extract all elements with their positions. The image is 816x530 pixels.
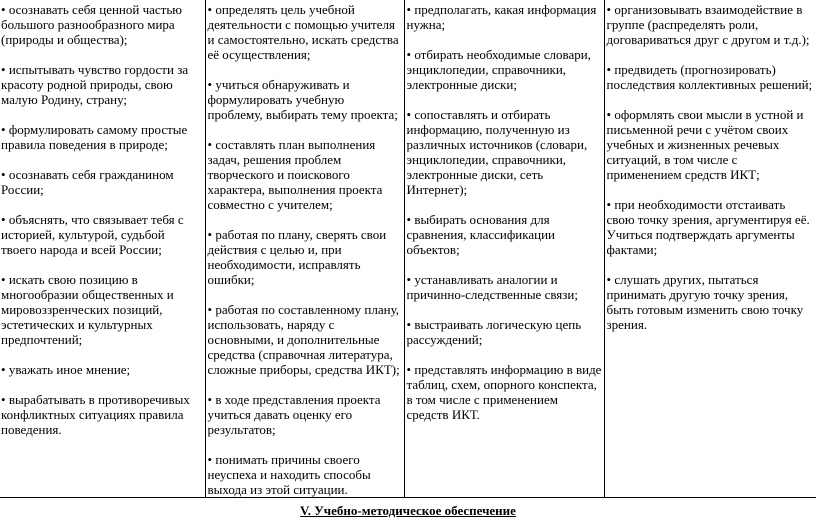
list-item-text: составлять план выполнения задач, решения проблем творческого и поискового характера, выполнения проекта совместно с учителем; [207, 137, 383, 212]
list-item [1, 122, 203, 152]
bullet-icon: • [606, 272, 612, 287]
list-item [1, 392, 203, 437]
column-personal [0, 0, 205, 498]
bullet-icon: • [207, 2, 213, 17]
list-item-text: устанавливать аналогии и причинно-следственные связи; [406, 272, 578, 302]
list-item-text: организовывать взаимодействие в группе (распределять роли, договариваться друг с другом и т.д.); [606, 2, 810, 47]
list-item [607, 107, 815, 182]
list-item-text: в ходе представления проекта учиться давать оценку его результатов; [207, 392, 381, 437]
list-item [607, 2, 815, 47]
list-item-text: отбирать необходимые словари, энциклопедии, справочники, электронные диски; [406, 47, 591, 92]
list-item [407, 2, 602, 32]
list-item-text: учиться обнаруживать и формулировать учебную проблему, выбирать тему проекта; [207, 77, 398, 122]
column-communicative [604, 0, 816, 498]
bullet-icon: • [1, 2, 6, 17]
bullet-icon: • [207, 302, 213, 317]
list-item [407, 107, 602, 197]
bullet-icon: • [406, 47, 412, 62]
list-item-text: вырабатывать в противоречивых конфликтных ситуациях правила поведения. [1, 392, 190, 437]
list-item-text: предполагать, какая информация нужна; [406, 2, 597, 32]
list-item-text: выбирать основания для сравнения, классификации объектов; [406, 212, 556, 257]
list-item-text: понимать причины своего неуспеха и находить способы выхода из этой ситуации. [207, 452, 371, 497]
list-item-text: работая по плану, сверять свои действия с целью и, при необходимости, исправлять ошибки; [207, 227, 387, 287]
list-item [208, 2, 402, 62]
list-item-text: предвидеть (прогнозировать) последствия коллективных решений; [606, 62, 813, 92]
bullet-icon: • [1, 392, 6, 407]
list-item-text: сопоставлять и отбирать информацию, полученную из различных источников (словари, энциклопедии, справочники, электронные диски, сеть Интернет); [406, 107, 588, 197]
list-item [407, 272, 602, 302]
list-item-text: оформлять свои мысли в устной и письменной речи с учётом своих учебных и жизненных речевых ситуаций, в том числе с применением средств ИКТ; [606, 107, 804, 182]
column-regulatory [205, 0, 404, 498]
list-item [1, 2, 203, 47]
list-item [607, 62, 815, 92]
list-item-text: представлять информацию в виде таблиц, схем, опорного конспекта, в том числе с применением средств ИКТ. [406, 362, 602, 422]
list-item [208, 137, 402, 212]
bullet-icon: • [1, 212, 6, 227]
bullet-icon: • [406, 2, 412, 17]
list-item-text: определять цель учебной деятельности с помощью учителя и самостоятельно, искать средства её осуществления; [207, 2, 399, 62]
section-heading: V. Учебно-методическое обеспечение [300, 503, 516, 518]
bullet-icon: • [606, 62, 612, 77]
list-item [607, 197, 815, 257]
bullet-icon: • [406, 317, 412, 332]
bullet-icon: • [406, 272, 412, 287]
list-item [208, 302, 402, 377]
bullet-icon: • [1, 362, 6, 377]
list-item-text: осознавать себя гражданином России; [1, 167, 174, 197]
list-item [1, 272, 203, 347]
list-item-text: работая по составленному плану, использовать, наряду с основными, и дополнительные средства (справочная литература, сложные приборы, средства ИКТ); [207, 302, 400, 377]
list-item-text: формулировать самому простые правила поведения в природе; [1, 122, 188, 152]
bullet-icon: • [207, 392, 213, 407]
list-item-text: объяснять, что связывает тебя с историей, культурой, судьбой твоего народа и всей России; [1, 212, 184, 257]
list-item [1, 362, 203, 377]
bullet-icon: • [1, 122, 6, 137]
list-item [1, 167, 203, 197]
list-item-text: слушать других, пытаться принимать другую точку зрения, быть готовым изменить свою точку зрения. [606, 272, 804, 332]
bullet-icon: • [207, 77, 213, 92]
bullet-icon: • [1, 272, 6, 287]
list-item [208, 77, 402, 122]
list-item [208, 227, 402, 287]
bullet-icon: • [606, 197, 612, 212]
list-item [407, 362, 602, 422]
list-item [407, 47, 602, 92]
list-item [407, 317, 602, 347]
list-item-text: выстраивать логическую цепь рассуждений; [406, 317, 582, 347]
list-item [208, 452, 402, 497]
list-item [1, 212, 203, 257]
bullet-icon: • [1, 62, 6, 77]
list-item-text: искать свою позицию в многообразии общественных и мировоззренческих позиций, эстетических и культурных предпочтений; [1, 272, 174, 347]
bullet-icon: • [207, 452, 213, 467]
list-item [1, 62, 203, 107]
list-item-text: уважать иное мнение; [8, 362, 131, 377]
bullet-icon: • [207, 227, 213, 242]
list-item [407, 212, 602, 257]
bullet-icon: • [406, 212, 412, 227]
bullet-icon: • [207, 137, 213, 152]
bullet-icon: • [406, 107, 412, 122]
bullet-icon: • [1, 167, 6, 182]
list-item [607, 272, 815, 332]
bullet-icon: • [606, 107, 612, 122]
list-item-text: испытывать чувство гордости за красоту родной природы, свою малую Родину, страну; [1, 62, 189, 107]
column-cognitive [404, 0, 604, 498]
list-item-text: при необходимости отстаивать свою точку зрения, аргументируя её. Учиться подтверждать аргументы фактами; [606, 197, 810, 257]
list-item [208, 392, 402, 437]
list-item-text: осознавать себя ценной частью большого разнообразного мира (природы и общества); [1, 2, 182, 47]
bullet-icon: • [406, 362, 412, 377]
bullet-icon: • [606, 2, 612, 17]
